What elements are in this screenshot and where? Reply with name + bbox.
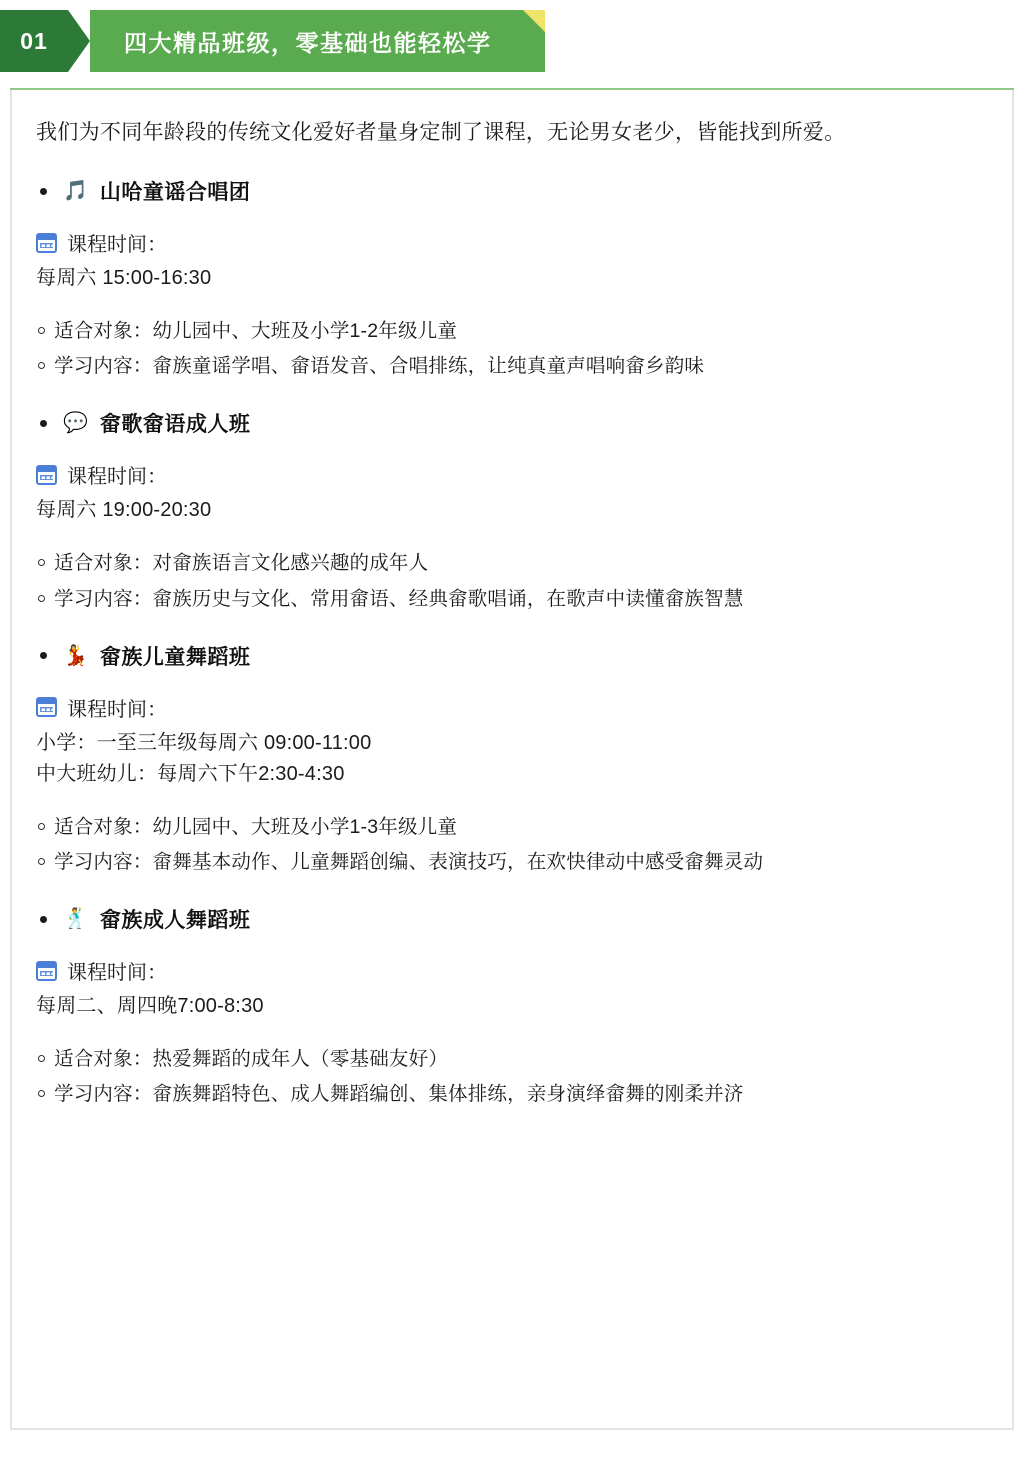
course-block (36, 408, 988, 614)
course-content-line (36, 584, 988, 615)
course-block (36, 176, 988, 382)
audience-label: 适合对象： (54, 552, 153, 575)
course-time-value: 每周六 15:00-16:30 (36, 267, 212, 290)
dancer-icon: 💃 (63, 644, 88, 667)
audience-value: 幼儿园中、大班及小学1-2年级儿童 (152, 320, 458, 343)
course-title-row (36, 408, 988, 438)
course-time-label: 课程时间： (67, 962, 167, 985)
content-value: 畲族舞蹈特色、成人舞蹈编创、集体排练，亲身演绎畲舞的刚柔并济 (152, 1083, 744, 1106)
audience-value: 幼儿园中、大班及小学1-3年级儿童 (152, 815, 458, 838)
course-name: 畲族儿童舞蹈班 (99, 645, 251, 669)
calendar-icon (36, 465, 57, 485)
course-time-block (36, 228, 988, 294)
content-value: 畲族童谣学唱、畲语发音、合唱排练，让纯真童声唱响畲乡韵味 (152, 355, 705, 378)
music-note-icon: 🎵 (63, 180, 88, 203)
course-title-row (36, 904, 988, 934)
audience-label: 适合对象： (54, 320, 153, 343)
course-time-label: 课程时间： (67, 234, 167, 257)
course-audience-text (54, 1044, 448, 1075)
content-value: 畲舞基本动作、儿童舞蹈创编、表演技巧，在欢快律动中感受畲舞灵动 (152, 850, 764, 873)
course-content-line (36, 1079, 988, 1110)
course-title-row (36, 641, 988, 671)
bullet-icon (40, 188, 47, 195)
audience-label: 适合对象： (54, 815, 153, 838)
course-content-line (36, 351, 988, 382)
hollow-bullet-icon (38, 858, 45, 865)
course-time-block (36, 693, 988, 790)
audience-label: 适合对象： (54, 1048, 153, 1071)
course-audience-line (36, 812, 988, 843)
course-content-text (54, 1079, 744, 1110)
page-root (0, 10, 1024, 1430)
course-audience-text (54, 812, 457, 843)
header-arrow-shape (68, 10, 90, 72)
course-block (36, 904, 988, 1110)
course-content-text (54, 351, 704, 382)
course-audience-text (54, 548, 428, 579)
course-content-text (54, 847, 763, 878)
content-body (10, 90, 1014, 1430)
course-block (36, 641, 988, 878)
content-label: 学习内容： (54, 1083, 153, 1106)
section-title-banner (90, 10, 545, 72)
hollow-bullet-icon (38, 595, 45, 602)
section-header-banner (0, 10, 1024, 72)
section-title: 四大精品班级，零基础也能轻松学 (124, 29, 492, 56)
hollow-bullet-icon (38, 823, 45, 830)
course-time-label-row (36, 956, 988, 985)
course-name: 畲歌畲语成人班 (99, 413, 251, 437)
course-audience-line (36, 1044, 988, 1075)
hollow-bullet-icon (38, 559, 45, 566)
bullet-icon (40, 420, 47, 427)
course-name: 畲族成人舞蹈班 (99, 909, 251, 933)
calendar-icon (36, 697, 57, 717)
content-value: 畲族历史与文化、常用畲语、经典畲歌唱诵，在歌声中读懂畲族智慧 (152, 587, 744, 610)
course-audience-line (36, 548, 988, 579)
course-audience-text (54, 316, 457, 347)
course-time-value: 每周二、周四晚7:00-8:30 (36, 995, 264, 1018)
course-time-label: 课程时间： (67, 466, 167, 489)
calendar-icon (36, 961, 57, 981)
intro-paragraph: 我们为不同年龄段的传统文化爱好者量身定制了课程，无论男女老少，皆能找到所爱。 (36, 121, 846, 144)
course-time-label-row (36, 228, 988, 257)
course-time-block (36, 956, 988, 1022)
bullet-icon (40, 652, 47, 659)
course-content-line (36, 847, 988, 878)
hollow-bullet-icon (38, 1055, 45, 1062)
course-time-value: 小学：一至三年级每周六 09:00-11:00 (36, 731, 372, 754)
course-time-value: 每周六 19:00-20:30 (36, 499, 212, 522)
course-time-label-row (36, 460, 988, 489)
course-title-row (36, 176, 988, 206)
bullet-icon (40, 916, 47, 923)
course-time-block (36, 460, 988, 526)
speech-bubble-icon: 💬 (63, 412, 88, 435)
content-label: 学习内容： (54, 587, 153, 610)
content-label: 学习内容： (54, 850, 153, 873)
hollow-bullet-icon (38, 1090, 45, 1097)
section-number: 01 (0, 10, 68, 72)
audience-value: 对畲族语言文化感兴趣的成年人 (152, 552, 429, 575)
calendar-icon (36, 233, 57, 253)
hollow-bullet-icon (38, 327, 45, 334)
man-dancing-icon: 🕺 (63, 908, 88, 931)
course-time-label-row (36, 693, 988, 722)
course-time-value-secondary: 中大班幼儿：每周六下午2:30-4:30 (36, 762, 345, 785)
hollow-bullet-icon (38, 362, 45, 369)
audience-value: 热爱舞蹈的成年人（零基础友好） (152, 1048, 449, 1071)
course-name: 山哈童谣合唱团 (99, 181, 251, 205)
course-audience-line (36, 316, 988, 347)
content-label: 学习内容： (54, 355, 153, 378)
course-time-label: 课程时间： (67, 698, 167, 721)
course-content-text (54, 584, 744, 615)
corner-fold-icon (523, 10, 545, 32)
